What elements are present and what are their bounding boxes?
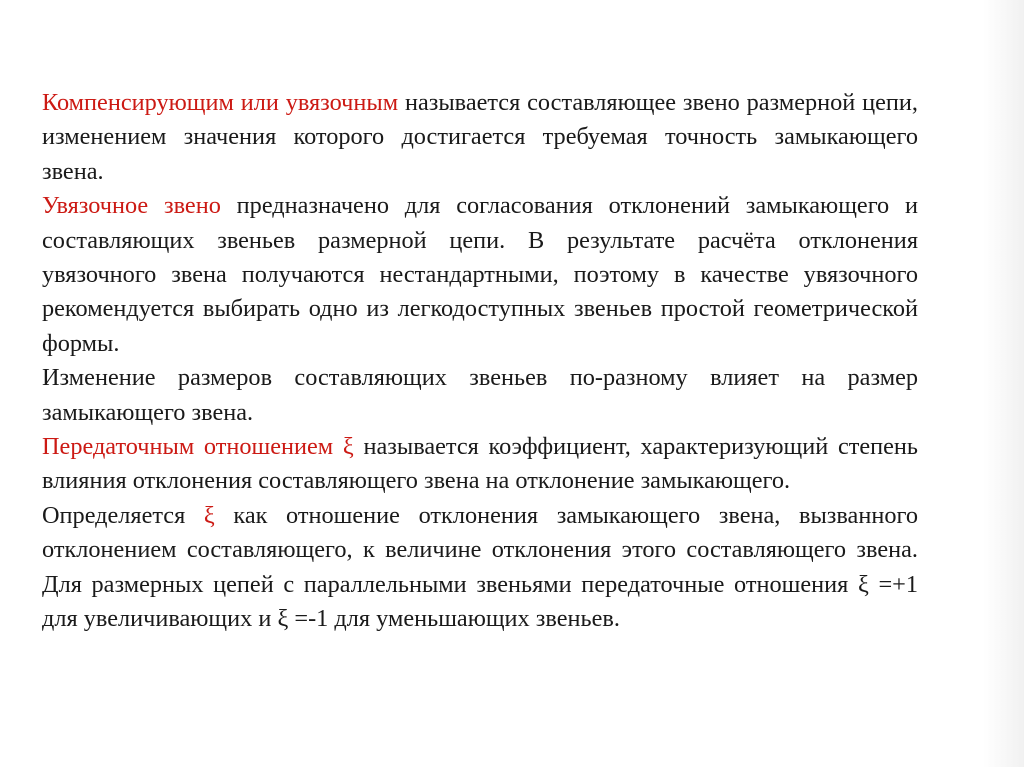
xi-symbol: ξ [857,570,869,598]
paragraph-compensating-link [42,86,918,189]
term-linking-link: Увязочное звено [42,192,221,220]
paragraph-definition [42,499,918,637]
xi-symbol: ξ [203,501,215,529]
xi-symbol: ξ [277,605,289,633]
term-compensating: Компенсирующим или увязочным [42,89,399,116]
paragraph-text: =-1 для уменьшающих звеньев. [288,605,620,633]
term-transfer-ratio: Передаточным отношением [42,433,334,461]
paragraph-text: Определяется [42,501,204,529]
paragraph-text: предназначено для согласования отклонений замыкающего и составляющих звеньев размерной цепи. В результате расчёта отклонения увязочного звена получаются нестандартными, поэтому в качестве увязочного рекомендуется выбирать одно из легкодоступных звеньев простой геометрической формы. [42,192,918,357]
slide-body [42,86,918,637]
paragraph-text: =+1 для увеличивающих и [42,570,918,633]
paragraph-text: Изменение размеров составляющих звеньев по-разному влияет на размер замыкающего звена. [42,364,918,426]
paragraph-size-change [42,361,918,430]
xi-symbol: ξ [342,433,354,461]
paragraph-text: называется составляющее звено размерной цепи, изменением значения которого достигается требуемая точность замыкающего звена. [42,89,919,185]
paragraph-linking-link [42,189,918,361]
paragraph-text: как отношение отклонения замыкающего звена, вызванного отклонением составляющего, к величине отклонения этого составляющего звена. Для размерных цепей с параллельными звеньями передаточные отношения [42,501,918,598]
paragraph-text: называется коэффициент, характеризующий степень влияния отклонения составляющего звена на отклонение замыкающего. [42,433,919,495]
paragraph-transfer-ratio [42,430,918,499]
